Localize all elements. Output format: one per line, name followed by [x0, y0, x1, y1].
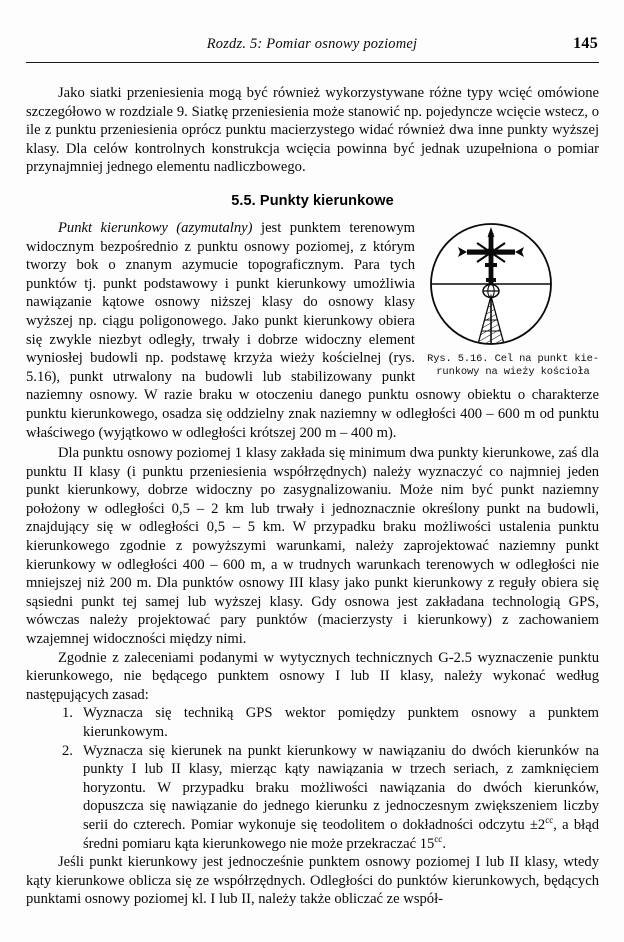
header-rule-divider — [26, 62, 599, 63]
paragraph-guidelines: Zgodnie z zaleceniami podanymi w wytycznych technicznych G-2.5 wyznaczenie punktu kierunkowego, nie będącego punktem osnowy I lub II klasy, należy wykonać według następujących zasad: — [26, 649, 599, 703]
running-title: Rozdz. 5: Pomiar osnowy poziomej — [206, 36, 418, 52]
final-paragraph: Jeśli punkt kierunkowy jest jednocześnie punktem osnowy poziomej I lub II klasy, wtedy kąty kierunkowe oblicza się ze współrzędnych. Odległości do punktów kierunkowych, będących punktami osnowy poziomej kl. I lub II, należy także obliczać ze współ- — [26, 854, 599, 908]
superscript-cc-second: cc — [434, 833, 443, 844]
paragraph-classes: Dla punktu osnowy poziomej 1 klasy zakłada się minimum dwa punkty kierunkowe, zaś dla punktu II klasy (i punktu przeniesienia współrzędnych) należy wyznaczyć co najmniej jeden punkt kierunkowy, dobrze widoczny po zasygnalizowaniu. Może nim być punkt naziemny położony w odległości 0,5 – 2 km lub trwały i jednoznacznie określony punkt na budowli, znajdujący się w odległości 0,5 – 5 km. W przypadku braku możliwości ustalenia punktu kierunkowego zgodnie z powyższymi warunkami, należy zaprojektować naziemny punkt kierunkowy w odległości 400 – 600 m, a w trudnych warunkach terenowych w odległości nie mniejszej niż 200 m. Dla punktów osnowy III klasy jako punkt kierunkowy z reguły obiera się sąsiedni punkt tej samej lub wyższej klasy. Gdy osnowa jest zakładana technologią GPS, wówczas należy projektować pary punktów (macierzysty i kierunkowy) z zachowaniem wzajemnej widoczności między nimi. — [26, 445, 599, 648]
figure-caption-line-1: Rys. 5.16. Cel na punkt kie- — [427, 352, 599, 365]
page-content — [26, 84, 599, 909]
telescope-reticle-icon — [427, 221, 599, 351]
list-item-text-part-3: . — [442, 835, 446, 852]
list-item-text-part-2: , a błąd średni pomiaru kąta kierunkowego nie może przekraczać 15 — [83, 816, 599, 852]
page-header — [26, 36, 598, 62]
list-item-text: Wyznacza się techniką GPS wektor pomiędzy punktem osnowy a punktem kierunkowym. — [83, 705, 599, 740]
term-italic: Punkt kierunkowy (azymutalny) — [58, 219, 253, 236]
page-number: 145 — [573, 35, 598, 52]
list-item — [26, 742, 599, 854]
list-item-text-part-1: Wyznacza się kierunek na punkt kierunkowy w nawiązaniu do dwóch kierunków na punkty I lub II klasy, mierząc kąty nawiązania w trzech seriach, z zamknięciem horyzontu. W przypadku braku możliwości nawiązania do dwóch kierunków, dopuszcza się nawiązanie do jednego kierunku z jednoczesnym zwiększeniem liczby serii do czterech. Pomiar wykonuje się teodolitem o dokładności odczytu ±2 — [83, 742, 599, 833]
superscript-cc-first: cc — [545, 815, 554, 826]
rules-list — [26, 704, 599, 853]
list-item — [26, 704, 599, 741]
figure-caption-line-2: runkowy na wieży kościoła — [436, 365, 590, 378]
list-item-number: 1. — [62, 705, 73, 722]
list-item-number: 2. — [62, 742, 73, 759]
definition-body: jest punktem terenowym widocznym bezpośrednio z punktu osnowy poziomej, z którym tworzy bok o znanym azymucie topograficznym. Para tych punktów tj. punkt podstawowy i punkt kierunkowy umożliwia nawiązanie kątowe osnowy niższej klasy do osnowy klasy wyższej np. ciągu poligonowego. Jako punkt kierunkowy obiera się zwykle niezbyt odległy, trwały i dobrze widoczny element wyniosłej budowli np. podstawę krzyża wieży kościelnej (rys. 5.16), punkt utrwalony na budowli lub stabilizowany punkt naziemny osnowy. W razie braku w otoczeniu danego punktu osnowy obiektu o charakterze punktu kierunkowego, osadza się oddzielny znak naziemny w odległości 400 – 600 m od punktu właściwego (wyjątkowo w odległości krótszej 200 m – 400 m). — [26, 219, 599, 441]
section-heading: 5.5. Punkty kierunkowe — [231, 192, 394, 209]
figure-5-16 — [427, 221, 599, 378]
figure-caption — [427, 353, 599, 378]
intro-paragraph: Jako siatki przeniesienia mogą być również wykorzystywane różne typy wcięć omówione szczegółowo w rozdziale 9. Siatkę przeniesienia może stanowić np. pojedyncze wcięcie wstecz, o ile z punktu przeniesienia oprócz punktu macierzystego widać również dwa inne punkty wyższej klasy. Dla celów kontrolnych konstrukcja wcięcia powinna być jednak uzupełniona o pomiar przynajmniej jednego elementu nadliczbowego. — [26, 85, 599, 176]
